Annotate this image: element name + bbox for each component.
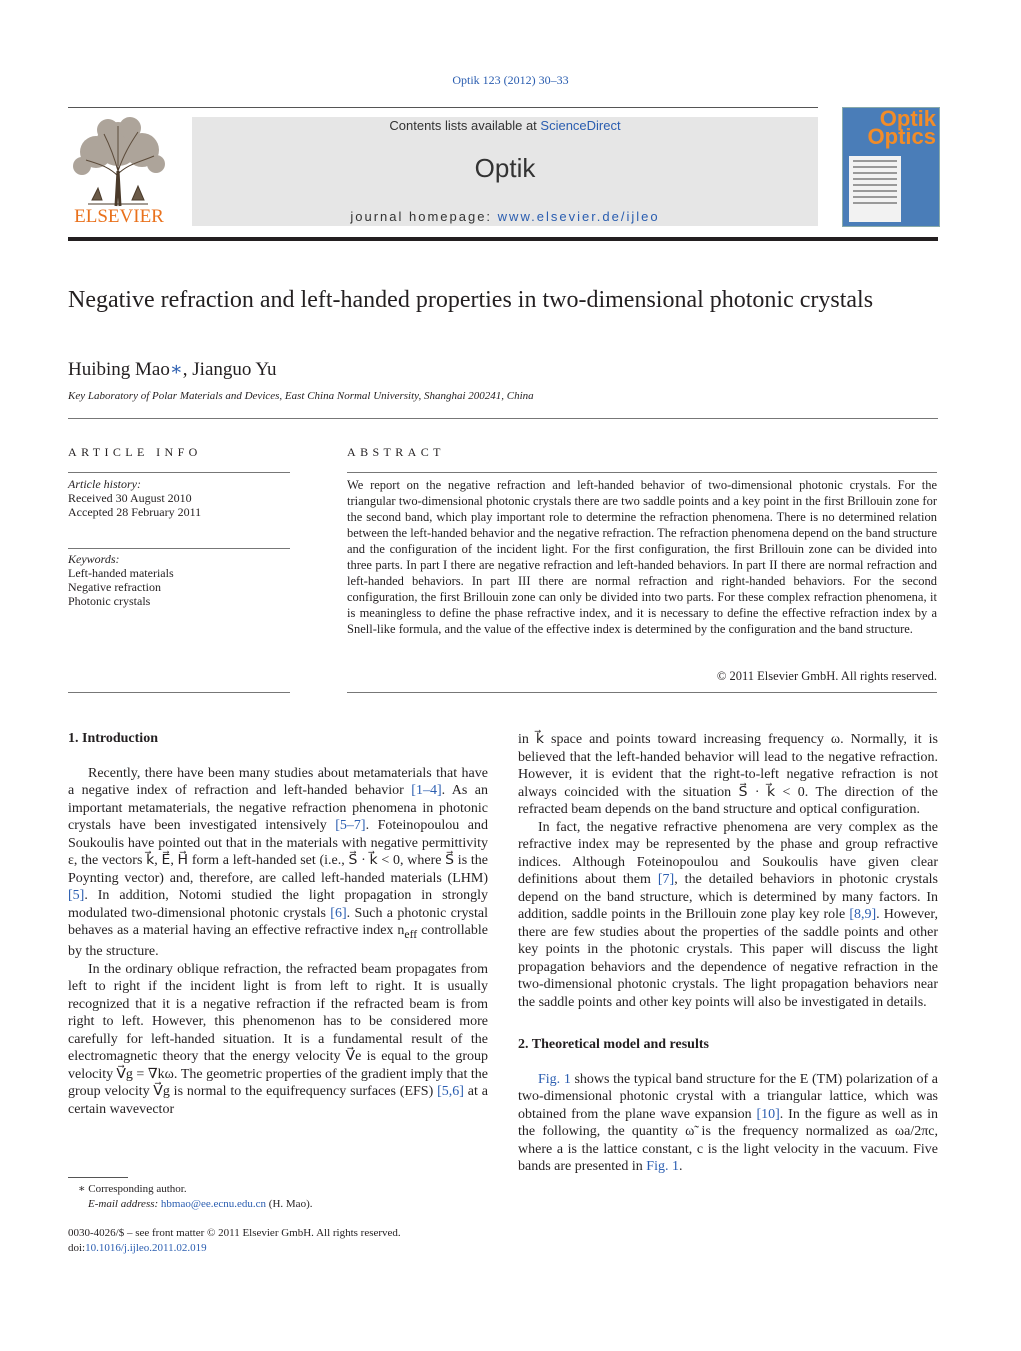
email-label: E-mail address: (88, 1198, 161, 1210)
accepted-date: Accepted 28 February 2011 (68, 505, 202, 519)
paragraph: In fact, the negative refractive phenomena are very complex as the refractive index may be represented by the phase and group refractive indices. Although Foteinopoulou and Soukoulis have given clear definitions about them [7], the detailed behaviors in photonic crystals depend on the band structure, which is determined by many factors. In addition, saddle points in the Brillouin zone play key role [8,9]. However, there are few studies about the properties of the saddle points and other key points in the photonic crystals. This paper will discuss the light propagation behaviors and the dependence of negative refraction in the two-dimensional photonic crystals. The light propagation behaviors near the saddle points and other key points will also be investigated in details. (518, 819, 939, 1010)
article-info-heading: ARTICLE INFO (68, 445, 202, 459)
header-rule (68, 107, 818, 108)
abstract-text: We report on the negative refraction and left-handed behavior of two-dimensional photonic crystals. For the triangular two-dimensional photonic crystals there are two saddle points and a key point in the first Brillouin zone for the second band, which play important role to determine the refraction phenomena. There is no determined relation between the left-handed behavior and the negative refraction. The refraction phenomena depend on the band structure and the configuration of the incident light. For the first configuration, the first Brillouin zone can be divided into three parts. In part I there are negative refraction and left-handed behaviors. In part II there are normal refraction and left-handed behaviors. In part III there are normal refraction and right-handed behaviors. For the second configuration, the first Brillouin zone can only be divided into two parts. For these complex refraction phenomena, it is meaningless to define the phase refractive index, and it is necessary to define the effective refraction index by a Snell-like formula, and the value of the effective index is determined by the configuration and the band structure. (347, 478, 937, 636)
keyword: Negative refraction (68, 580, 161, 594)
cover-title (867, 107, 936, 149)
author-list (68, 358, 277, 381)
doi-link[interactable]: 10.1016/j.ijleo.2011.02.019 (85, 1242, 207, 1254)
citation-link[interactable]: [5,6] (437, 1084, 464, 1100)
keywords (68, 552, 290, 608)
cover-contents-panel (849, 156, 901, 222)
elsevier-wordmark: ELSEVIER (74, 206, 164, 227)
journal-title: Optik (474, 153, 536, 183)
author-name: Huibing Mao (68, 359, 170, 380)
doi-line: doi:10.1016/j.ijleo.2011.02.019 (68, 1242, 207, 1254)
abstract-rule (347, 472, 937, 473)
paragraph: Fig. 1 shows the typical band structure for the E (TM) polarization of a two-dimensional photonic crystal with a triangular lattice, which was obtained from the plane wave expansion [10]. In the figure as well as in the following, the quantity ω̃ is the frequency normalized as ωa/2πc, where a is the lattice constant, c is the light velocity in the vacuum. Five bands are presented in Fig. 1. (518, 1071, 938, 1174)
article-title: Negative refraction and left-handed properties in two-dimensional photonic crystals (68, 287, 874, 313)
issn-line: 0030-4026/$ – see front matter © 2011 Elsevier GmbH. All rights reserved. (68, 1227, 401, 1239)
sciencedirect-link[interactable]: ScienceDirect (540, 118, 621, 133)
section-heading: 2. Theoretical model and results (518, 1037, 709, 1052)
journal-citation[interactable]: Optik 123 (2012) 30–33 (452, 73, 569, 87)
received-date: Received 30 August 2010 (68, 491, 192, 505)
homepage-line (192, 209, 818, 224)
cover-title-line-1: Optik (879, 107, 936, 131)
body-column-left (68, 730, 488, 1118)
citation-link[interactable]: [10] (756, 1106, 780, 1122)
corresponding-author-mark[interactable]: ∗ (169, 359, 183, 380)
citation-link[interactable]: [7] (657, 872, 675, 887)
history-label: Article history: (68, 477, 141, 491)
keywords-label: Keywords: (68, 552, 120, 566)
corresponding-footnote: ∗ Corresponding author. (78, 1183, 187, 1195)
elsevier-logo (68, 116, 170, 228)
keyword: Photonic crystals (68, 594, 151, 608)
figure-link[interactable]: Fig. 1 (538, 1071, 571, 1087)
paragraph: in k⃗ space and points toward increasing frequency ω. Normally, it is believed that the left-handed behavior will lead to the negative refraction. However, it is evident that the right-to-left negative refraction is not always coincided with the situation S⃗ · k⃗ < 0. The direction of the refracted beam depends on the band structure and optical configuration. (518, 732, 938, 817)
citation-link[interactable]: [8,9] (849, 907, 877, 922)
figure-link[interactable]: Fig. 1 (646, 1159, 679, 1174)
footnote-mark: ∗ (78, 1183, 86, 1195)
info-rule (68, 548, 290, 549)
section-heading: 1. Introduction (68, 731, 158, 746)
homepage-link[interactable]: www.elsevier.de/ijleo (497, 209, 660, 224)
affiliation: Key Laboratory of Polar Materials and Devices, East China Normal University, Shanghai 200241, China (68, 390, 534, 402)
email-link[interactable]: hbmao@ee.ecnu.edu.cn (160, 1198, 267, 1210)
info-rule (68, 472, 290, 473)
citation-link[interactable]: [5] (68, 888, 85, 903)
citation-link[interactable]: [1–4] (411, 783, 442, 798)
keyword: Left-handed materials (68, 566, 174, 580)
abstract-rule (347, 692, 937, 693)
info-rule (68, 692, 290, 693)
email-footnote: E-mail address: hbmao@ee.ecnu.edu.cn (H. Mao). (88, 1198, 313, 1210)
article-history (68, 477, 290, 519)
homepage-prefix: journal homepage: (350, 209, 498, 224)
paragraph: In the ordinary oblique refraction, the refracted beam propagates from left to right if the incident light is from left to right. It is usually recognized that it is a negative refraction if the refracted beam is from right to left. However, this phenomenon has to be considered more carefully for left-handed situation. It is a fundamental result of the electromagnetic theory that the energy velocity V⃗e is equal to the group velocity V⃗g = ∇kω. The geometric properties of the gradient imply that the group velocity V⃗g is normal to the equifrequency surfaces (EFS) [5,6] at a certain wavevector (68, 961, 488, 1117)
citation-link[interactable]: [5–7] (335, 818, 366, 833)
copyright: © 2011 Elsevier GmbH. All rights reserved. (716, 669, 937, 683)
tree-icon (68, 116, 170, 208)
body-column-right (518, 731, 938, 1176)
title-rule (68, 418, 938, 419)
front-matter (68, 1226, 401, 1256)
paragraph: Recently, there have been many studies about metamaterials that have a negative index of refraction and left-handed behavior [1–4]. As an important metamaterials, the negative refraction phenomena in photonic crystals have been investigated intensively [5–7]. Foteinopoulou and Soukoulis have pointed out that in the materials with negative permittivity ε, the vectors k⃗, E⃗, H⃗ form a left-handed set (i.e., S⃗ · k⃗ < 0, where S⃗ is the Poynting vector) and, therefore, are called left-handed materials (LHM) [5]. In addition, Notomi studied the light propagation in strongly modulated two-dimensional photonic crystals [6]. Such a photonic crystal behaves as a material having an effective refractive index $n_{eff}$ controllable by the structure. (68, 765, 489, 960)
abstract-heading: ABSTRACT (347, 445, 445, 459)
contents-prefix: Contents lists available at (389, 118, 541, 133)
author-name: Jianguo Yu (192, 359, 277, 380)
cover-title-line-2: Optics (867, 124, 936, 149)
author-separator: , (182, 359, 193, 380)
masthead-bottom-rule (68, 237, 938, 241)
journal-masthead (192, 117, 818, 226)
contents-line (192, 118, 818, 133)
footnote-rule (68, 1177, 128, 1178)
journal-cover[interactable] (842, 107, 940, 227)
footnotes (68, 1182, 312, 1212)
citation-link[interactable]: [6] (330, 905, 347, 921)
